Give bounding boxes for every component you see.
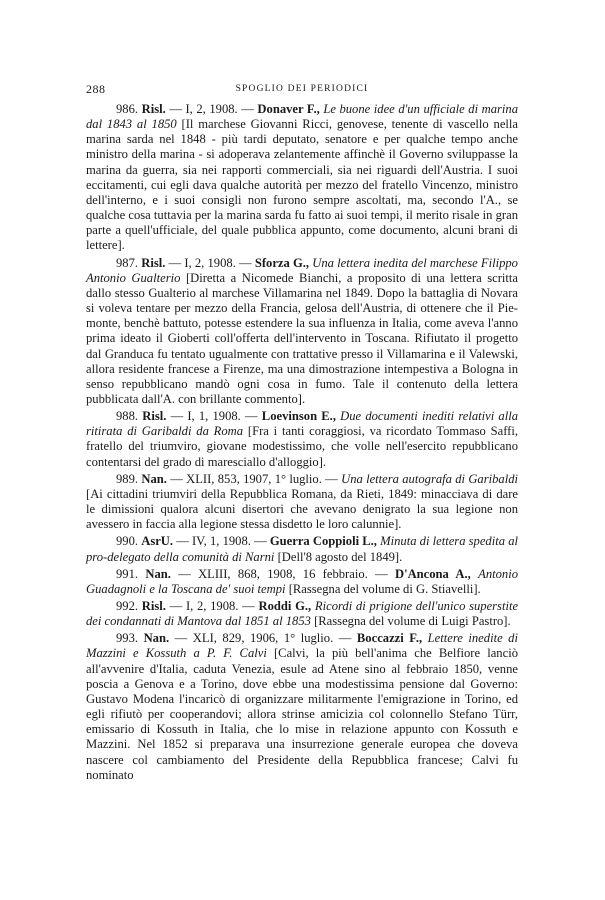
entry-source: Risl. xyxy=(141,102,166,116)
entry-source: Risl. xyxy=(142,409,167,424)
entry-description: [Il marchese Giovanni Ricci, genovese, tenente di vascello nella marina sarda nel 1848 - più tardi deputato, senatore e per qualche tempo anche ministro della marina - si adoperava zelantemente affinchè il Governo sviluppasse la marina da guerra, sia nei rapporti commerciali, sia nei riguardi dell'Austria. I suoi eccitamenti, cui egli dava qualche autorità per mezzo del fratello Vincenzo, ministro dell'interno, e i suoi consigli non furono sempre ascoltati, ma, secondo l'A., se qualche cosa tuttavia per la marina sarda fu fatto ai suoi tempi, il merito risale in gran parte a quell'ufficiale, del quale pubblica appunto, come documento, alcuni brani di lettere]. xyxy=(86,117,518,253)
entry-989 xyxy=(86,472,518,533)
entry-source: Risl. xyxy=(141,255,166,270)
entry-992 xyxy=(86,599,518,629)
entry-988 xyxy=(86,409,518,470)
entry-description: [Ai cittadini triumviri della Repubblica Romana, da Rieti, 1849: minacciava di dare le dimissioni qualora alcuni disertori che avevano denigrato la sua legione non avessero in faccia alla legione stessa disdetto le loro calunnie]. xyxy=(86,486,518,532)
running-head-title: SPOGLIO DEI PERIODICI xyxy=(235,84,369,94)
entry-reference: — I, 2, 1908. — xyxy=(168,255,252,270)
entry-author: D'Ancona A., xyxy=(394,566,471,581)
entry-title: Una lettera inedita del marchese Filippo Antonio Gualterio xyxy=(86,255,518,285)
entry-source: Risl. xyxy=(141,599,166,613)
entry-number: 989. xyxy=(116,471,139,486)
entry-reference: — XLI, 829, 1906, 1° luglio. — xyxy=(174,631,352,646)
entry-reference: — XLIII, 868, 1908, 16 febbraio. — xyxy=(178,566,388,581)
entry-reference: — I, 2, 1908. — xyxy=(169,599,255,613)
entry-source: AsrU. xyxy=(141,534,174,549)
entry-title: Lettere inedite di Mazzini e Kossuth a P. F. Calvi xyxy=(86,631,518,661)
entry-number: 986. xyxy=(116,102,139,116)
entry-source: Nan. xyxy=(145,566,171,581)
entry-description: [Calvi, la più bell'anima che Belfiore lanciò all'avvenire d'Italia, caduta Venezia, esule ad Atene sino al febbraio 1850, venne poscia a Genova e a Torino, dove ebbe una modestissima pensione dal Governo: Gustavo Modena l'incaricò di organizzare militarmente l'emigrazione in Torino, ed egli rifiutò per cooperandovi; allora strinse amicizia col colonnello Stefano Türr, emissario di Kossuth in Italia, che lo mise in relazione appunto con Kossuth e Mazzini. Nel 1852 si preparava una insurrezione generale europea che doveva nascere col cambiamento del Presidente della Repubblica francese; Calvi fu nominato xyxy=(86,646,518,782)
entry-993 xyxy=(86,631,518,783)
entry-reference: — I, 2, 1908. — xyxy=(169,102,254,116)
entry-author: Boccazzi F., xyxy=(356,631,423,646)
entry-title: Due documenti inediti relativi alla ritirata di Garibaldi da Roma xyxy=(86,409,518,439)
entry-number: 992. xyxy=(116,599,139,613)
entry-number: 990. xyxy=(116,534,139,549)
entry-986 xyxy=(86,102,518,254)
entry-number: 993. xyxy=(116,631,139,646)
entry-title: Antonio Guadagnoli e la Toscana de' suoi tempi xyxy=(86,566,519,596)
entry-author: Donaver F., xyxy=(257,102,320,116)
entry-title: Minuta di lettera spedita al pro-delegato della comunità di Narni xyxy=(86,534,518,564)
entry-description: [Fra i tanti coraggiosi, va ricordato Tommaso Saffi, fratello del triumviro, giovane modestissimo, che volle nell'esercito repubblicano contentarsi del grado di maresciallo d'alloggio]. xyxy=(86,424,519,469)
entry-title: Ricordi di prigione dell'unico superstite dei condannati di Mantova dal 1851 al 1853 xyxy=(86,599,519,629)
entry-number: 988. xyxy=(116,409,139,424)
entry-title: Le buone idee d'un ufficiale di marina dal 1843 al 1850 xyxy=(86,102,519,132)
entry-description: [Dell'8 agosto del 1849]. xyxy=(277,549,403,564)
entry-990 xyxy=(86,534,518,564)
entry-title: Una lettera autografa di Garibaldi xyxy=(341,471,519,486)
entry-number: 991. xyxy=(116,566,139,581)
entry-author: Guerra Coppioli L., xyxy=(269,534,377,549)
entry-description: [Rassegna del volume di G. Stiavelli]. xyxy=(288,581,481,596)
entry-source: Nan. xyxy=(143,631,170,646)
entry-author: Loevinson E., xyxy=(261,409,336,424)
entry-source: Nan. xyxy=(141,471,167,486)
body-text xyxy=(86,102,518,785)
entry-reference: — IV, 1, 1908. — xyxy=(176,534,267,549)
entry-author: Sforza G., xyxy=(254,255,310,270)
entry-reference: — I, 1, 1908. — xyxy=(170,409,258,424)
entry-reference: — XLII, 853, 1907, 1° luglio. — xyxy=(170,471,338,486)
entry-991 xyxy=(86,567,518,597)
entry-number: 987. xyxy=(116,255,139,270)
entry-987 xyxy=(86,256,518,408)
entry-description: [Rassegna del volume di Luigi Pastro]. xyxy=(314,614,511,629)
entry-author: Roddi G., xyxy=(258,599,312,613)
running-head xyxy=(86,82,518,96)
entry-description: [Diretta a Nicomede Bianchi, a proposito di una lettera scritta dallo stesso Gualterio al marchese Villamarina nel 1849. Dopo la battaglia di Novara si voleva tentare per mezzo della Francia, gelosa dell'Austria, di ottenere che il Piemonte, benchè battuto, potesse estendere la sua influenza in Italia, come aveva l'anno prima ideato il Gioberti coll'offerta dell'intervento in Toscana. Rifiutato il progetto dal Granduca fu tentato ugualmente con trattative presso il Villamarina e il Valewski, allora residente francese a Firenze, ma una dimostrazione intempestiva a Bologna in senso repubblicano mandò ogni cosa in fumo. Tale il contenuto della lettera pubblicata dall'A. con brillante commento]. xyxy=(86,270,518,406)
page-number: 288 xyxy=(86,82,106,96)
